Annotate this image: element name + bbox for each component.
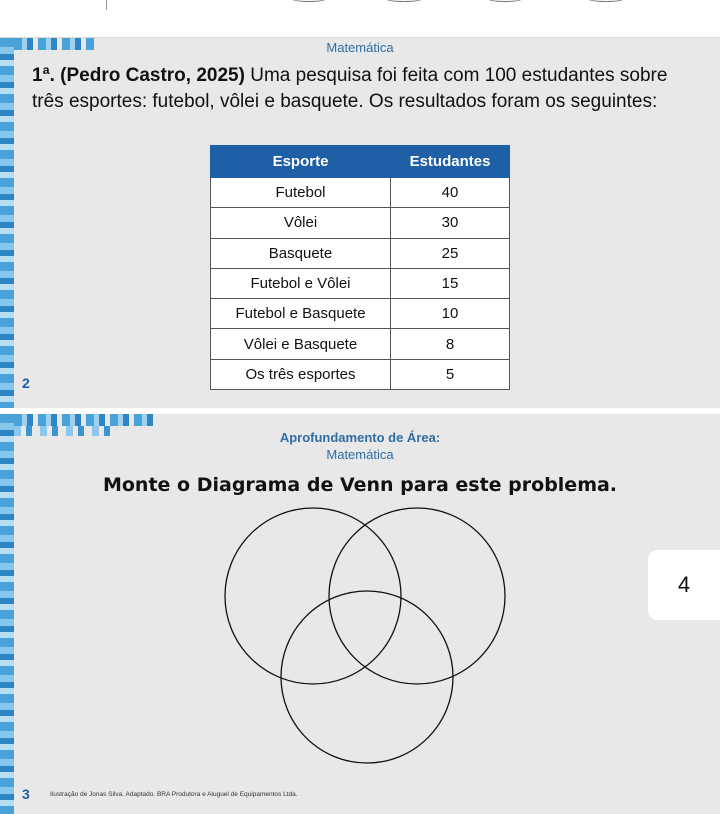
cell-students: 30 bbox=[391, 208, 510, 238]
instruction-text: Monte o Diagrama de Venn para este problema. bbox=[102, 474, 618, 496]
table-row bbox=[211, 268, 510, 298]
venn-diagram bbox=[0, 414, 720, 814]
cell-students: 8 bbox=[391, 329, 510, 359]
venn-circle-futebol[interactable] bbox=[225, 508, 401, 684]
top-toolbar bbox=[0, 0, 720, 38]
question-text bbox=[32, 63, 702, 115]
cell-students: 40 bbox=[391, 178, 510, 208]
header-sport: Esporte bbox=[211, 146, 391, 178]
workbook-page-2 bbox=[0, 38, 720, 408]
cell-sport: Vôlei bbox=[211, 208, 391, 238]
toolbar-icon[interactable] bbox=[586, 0, 626, 2]
illustration-credit: Ilustração de Jonas Silva. Adaptado. BRA Produtora e Aluguel de Equipamentos Ltda. bbox=[50, 791, 298, 798]
cell-students: 25 bbox=[391, 238, 510, 268]
sports-table bbox=[210, 145, 510, 390]
question-body: Uma pesquisa foi feita com 100 estudantes sobre três esportes: futebol, vôlei e basquete. Os resultados foram os seguintes: bbox=[32, 65, 668, 112]
cell-sport: Futebol e Basquete bbox=[211, 299, 391, 329]
cell-sport: Os três esportes bbox=[211, 359, 391, 389]
table-row bbox=[211, 329, 510, 359]
page-badge: 4 bbox=[648, 550, 720, 620]
cell-students: 10 bbox=[391, 299, 510, 329]
cell-sport: Basquete bbox=[211, 238, 391, 268]
venn-circle-volei[interactable] bbox=[329, 508, 505, 684]
toolbar-divider bbox=[106, 0, 107, 10]
area-title: Aprofundamento de Área: bbox=[279, 430, 441, 445]
venn-circle-basquete[interactable] bbox=[281, 591, 453, 763]
page-subject: Matemática bbox=[326, 447, 394, 462]
table-row bbox=[211, 359, 510, 389]
question-number: 1ª. (Pedro Castro, 2025) bbox=[32, 65, 245, 86]
table-row bbox=[211, 178, 510, 208]
table-row bbox=[211, 208, 510, 238]
cell-students: 5 bbox=[391, 359, 510, 389]
decorative-pixel-border bbox=[0, 38, 14, 408]
header-students: Estudantes bbox=[391, 146, 510, 178]
table-row bbox=[211, 238, 510, 268]
page-number: 2 bbox=[22, 375, 30, 391]
cell-sport: Futebol e Vôlei bbox=[211, 268, 391, 298]
table-row bbox=[211, 299, 510, 329]
cell-students: 15 bbox=[391, 268, 510, 298]
page-subject: Matemática bbox=[326, 40, 394, 55]
page-number: 3 bbox=[22, 786, 30, 802]
cell-sport: Vôlei e Basquete bbox=[211, 329, 391, 359]
cell-sport: Futebol bbox=[211, 178, 391, 208]
toolbar-icon[interactable] bbox=[384, 0, 424, 2]
workbook-page-3 bbox=[0, 414, 720, 814]
toolbar-icon[interactable] bbox=[290, 0, 328, 2]
table-header-row bbox=[211, 146, 510, 178]
toolbar-icon[interactable] bbox=[486, 0, 524, 2]
